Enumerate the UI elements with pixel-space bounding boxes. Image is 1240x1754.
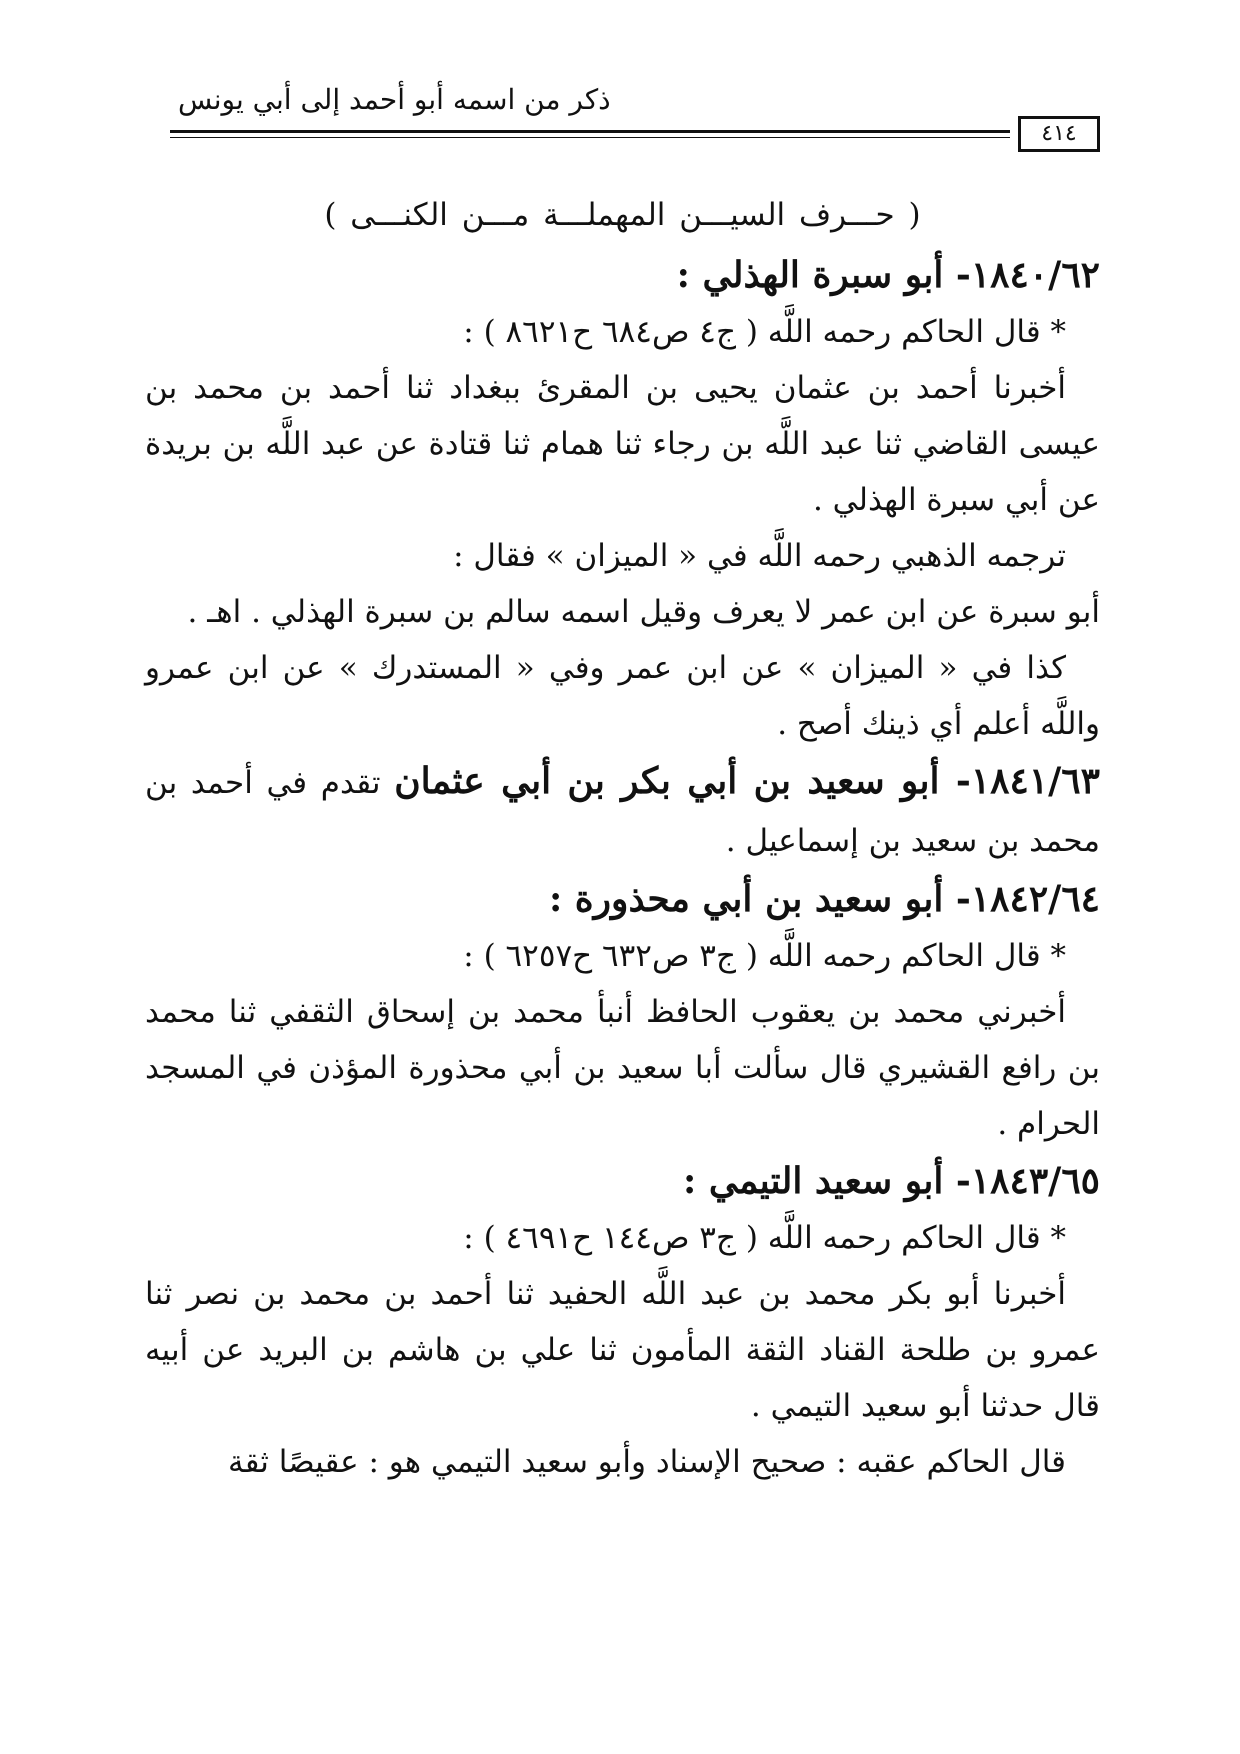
- source-citation: * قال الحاكم رحمه اللَّه ( ج٣ ص١٤٤ ح٤٦٩١ ) :: [463, 1220, 1066, 1256]
- page-body: [145, 190, 1100, 1490]
- page-number: ٤١٤: [1018, 116, 1100, 152]
- commentary-paragraph: ترجمه الذهبي رحمه اللَّه في « الميزان » فقال :: [453, 538, 1066, 574]
- header-double-rule: [170, 130, 1010, 138]
- entry-heading: ١٨٤٣/٦٥- أبو سعيد التيمي :: [683, 1160, 1100, 1202]
- running-title: ذكر من اسمه أبو أحمد إلى أبي يونس: [178, 83, 611, 116]
- isnad-paragraph: أخبرنا أبو بكر محمد بن عبد اللَّه الحفيد ثنا أحمد بن محمد بن نصر ثنا عمرو بن طلحة القناد الثقة المأمون ثنا علي بن هاشم بن البريد عن أبيه قال حدثنا أبو سعيد التيمي .: [145, 1276, 1100, 1424]
- entry-heading-note: تقدم في أحمد بن محمد بن سعيد بن إسماعيل .: [145, 765, 1100, 859]
- source-citation: * قال الحاكم رحمه اللَّه ( ج٣ ص٦٣٢ ح٦٢٥٧ ) :: [463, 938, 1066, 974]
- isnad-paragraph: أخبرني محمد بن يعقوب الحافظ أنبأ محمد بن إسحاق الثقفي ثنا محمد بن رافع القشيري قال سألت أبا سعيد بن أبي محذورة المؤذن في المسجد الحرام .: [145, 994, 1100, 1142]
- entry-heading-name: ١٨٤١/٦٣- أبو سعيد بن أبي بكر بن أبي عثمان: [394, 760, 1100, 802]
- commentary-paragraph: قال الحاكم عقبه : صحيح الإسناد وأبو سعيد التيمي هو : عقيصًا ثقة: [227, 1444, 1066, 1480]
- isnad-paragraph: أخبرنا أحمد بن عثمان يحيى بن المقرئ ببغداد ثنا أحمد بن محمد بن عيسى القاضي ثنا عبد اللَّه بن رجاء ثنا همام ثنا قتادة عن عبد اللَّه بن بريدة عن أبي سبرة الهذلي .: [145, 370, 1100, 518]
- quotation-paragraph: أبو سبرة عن ابن عمر لا يعرف وقيل اسمه سالم بن سبرة الهذلي . اهـ .: [187, 594, 1100, 630]
- entry-heading: [145, 752, 1100, 870]
- entry-heading: ١٨٤٢/٦٤- أبو سعيد بن أبي محذورة :: [548, 878, 1100, 920]
- commentary-paragraph: كذا في « الميزان » عن ابن عمر وفي « المستدرك » عن ابن عمرو واللَّه أعلم أي ذينك أصح .: [145, 650, 1100, 742]
- section-heading: ( حـــرف السيـــن المهملـــة مـــن الكنـــى ): [324, 197, 921, 233]
- source-citation: * قال الحاكم رحمه اللَّه ( ج٤ ص٦٨٤ ح٨٦٢١ ) :: [463, 314, 1066, 350]
- entry-heading: ١٨٤٠/٦٢- أبو سبرة الهذلي :: [676, 254, 1100, 296]
